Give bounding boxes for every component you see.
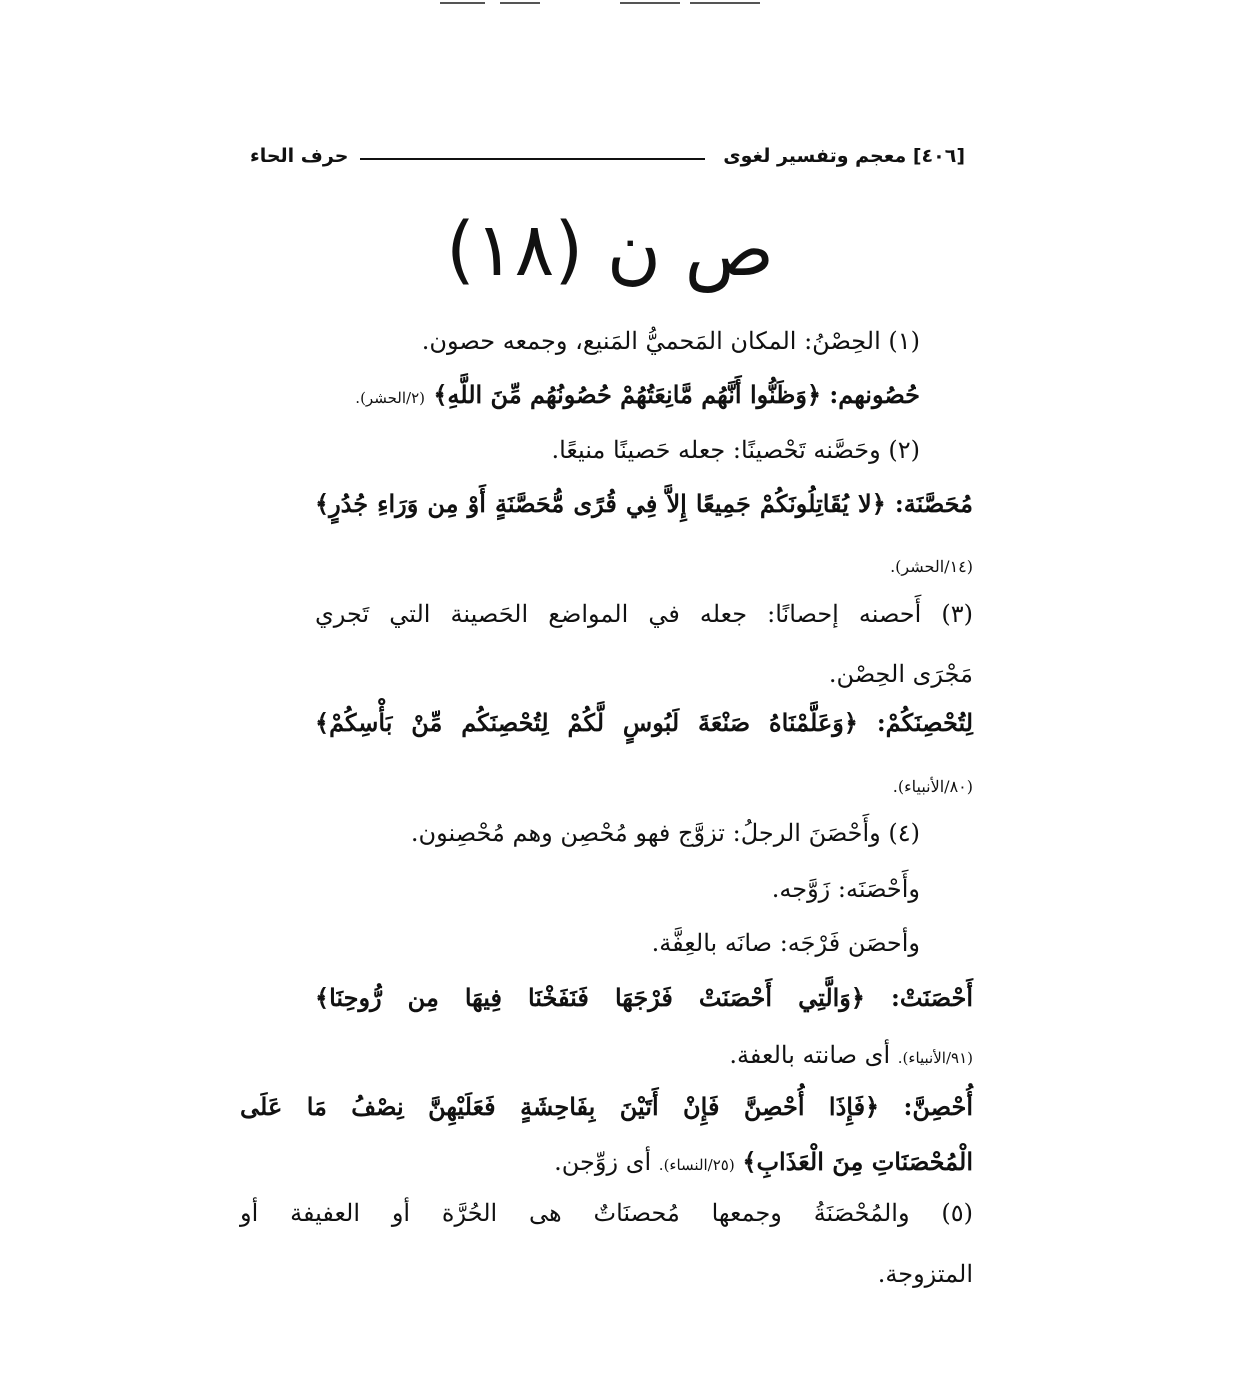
verse-reference: (٩١/الأنبياء). — [897, 1049, 973, 1067]
quran-line-16 — [554, 1145, 973, 1182]
definition-line-12: وأحصَن فَرْجَه: صانَه بالعِفَّة. — [651, 929, 920, 957]
explanation: أى صانته بالعفة. — [729, 1041, 891, 1069]
quran-line-13: أَحْصَنَتْ: ﴿وَالَّتِي أَحْصَنَتْ فَرْجَهَا فَنَفَخْنَا فِيهَا مِن رُّوحِنَا﴾ — [315, 983, 973, 1012]
verse-reference-9: (٨٠/الأنبياء). — [892, 777, 973, 796]
running-header-book: [٤٠٦] معجم وتفسير لغوى — [723, 145, 965, 167]
definition-line-1: (١) الحِصْنُ: المكان المَحميُّ المَنيع، وجمعه حصون. — [421, 327, 920, 355]
explanation: أى زوِّجن. — [554, 1148, 652, 1176]
definition-line-7: مَجْرَى الحِصْن. — [828, 660, 973, 688]
definition-line-17: (٥) والمُحْصَنَةُ وجمعها مُحصنَاتٌ هى الحُرَّة أو العفيفة أو — [240, 1199, 973, 1227]
verse-reference: (٢/الحشر). — [355, 389, 425, 407]
quran-line-15: أُحْصِنَّ: ﴿فَإِذَا أُحْصِنَّ فَإِنْ أَتَيْنَ بِفَاحِشَةٍ فَعَلَيْهِنَّ نِصْفُ مَا عَلَى — [240, 1092, 973, 1121]
verse-reference: (٢٥/النساء). — [658, 1156, 735, 1174]
quran-line-2 — [355, 378, 920, 415]
running-header-chapter: حرف الحاء — [250, 145, 349, 167]
definition-line-10: (٤) وأَحْصَنَ الرجلُ: تزوَّج فهو مُحْصِن وهم مُحْصِنون. — [410, 819, 920, 847]
definition-line-3: (٢) وحَصَّنه تَحْصينًا: جعله حَصينًا منيعًا. — [551, 436, 920, 464]
definition-line-6: (٣) أَحصنه إحصانًا: جعله في المواضع الحَصينة التي تَجري — [315, 600, 973, 628]
verse-reference-5: (١٤/الحشر). — [890, 557, 973, 576]
definition-line-14 — [729, 1038, 973, 1075]
entry-title: ص ن (١٨) — [445, 207, 775, 293]
page-top-marks — [440, 0, 770, 6]
quran-line-4: مُحَصَّنَة: ﴿لا يُقَاتِلُونَكُمْ جَمِيعًا إِلاَّ فِي قُرًى مُّحَصَّنَةٍ أَوْ مِن وَرَاءِ جُدُرٍ﴾ — [315, 489, 973, 518]
quran-quote: حُصُونهم: ﴿وَظَنُّوا أَنَّهُم مَّانِعَتُهُمْ حُصُونُهُم مِّنَ اللَّهِ﴾ — [433, 380, 920, 409]
definition-line-18: المتزوجة. — [877, 1260, 973, 1288]
header-rule — [360, 158, 705, 160]
quran-line-8: لِتُحْصِنَكُمْ: ﴿وَعَلَّمْنَاهُ صَنْعَةَ لَبُوسٍ لَّكُمْ لِتُحْصِنَكُم مِّنْ بَأْسِكُمْ﴾ — [315, 708, 973, 737]
quran-quote: الْمُحْصَنَاتِ مِنَ الْعَذَابِ﴾ — [742, 1147, 973, 1176]
definition-line-11: وأَحْصَنَه: زَوَّجه. — [771, 875, 920, 903]
